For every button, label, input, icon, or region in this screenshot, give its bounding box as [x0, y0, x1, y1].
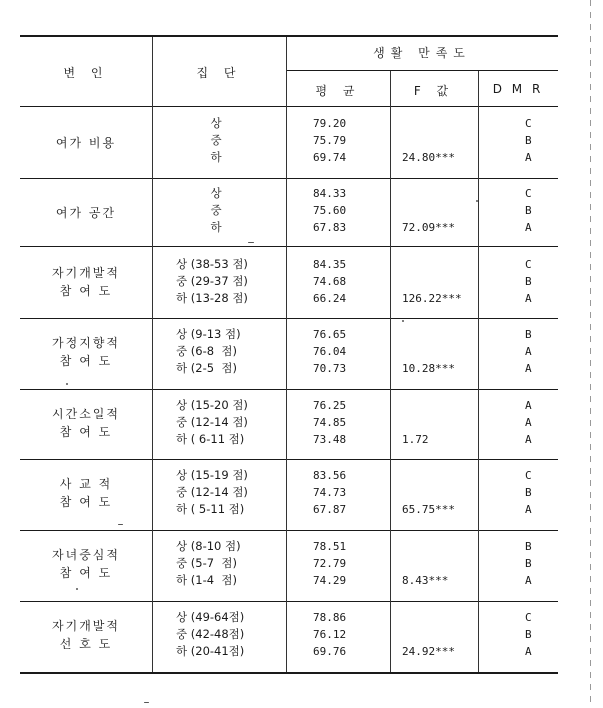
group-level: 상 (38-53 점)	[176, 257, 248, 271]
dmr-value: C	[525, 469, 532, 482]
dmr-value: A	[525, 416, 532, 429]
variable-label-line: 참 여 도	[59, 566, 113, 580]
variable-label-line: 사 교 적	[59, 477, 113, 491]
variable-label-line: 참 여 도	[59, 354, 113, 368]
dmr-value: A	[525, 645, 532, 658]
top-rule	[20, 35, 558, 37]
group-level: 상 (49-64점)	[176, 610, 245, 624]
header-f-value: F 값	[413, 84, 455, 98]
variable-label-line: 참 여 도	[59, 284, 113, 298]
group-levels	[206, 185, 226, 236]
mean-value: 67.83	[313, 221, 347, 234]
group-level: 중	[210, 203, 222, 217]
group-level: 하 (20-41점)	[176, 644, 245, 658]
group-level: 상	[210, 186, 222, 200]
dmr-value: C	[525, 187, 532, 200]
variable-label-line: 자기개발적	[52, 266, 120, 280]
header-mean: 평 균	[315, 84, 361, 98]
mean-value: 72.79	[313, 557, 347, 570]
header-dmr: D M R	[492, 82, 544, 96]
group-level: 상 (15-19 점)	[176, 468, 248, 482]
variable-label-line: 자기개발적	[52, 619, 120, 633]
mean-value: 73.48	[313, 433, 347, 446]
dmr-value: C	[525, 117, 532, 130]
mean-value: 67.87	[313, 503, 347, 516]
dmr-value: B	[525, 486, 532, 499]
f-value: 24.80***	[402, 151, 455, 164]
mean-value: 76.25	[313, 399, 347, 412]
header-variable: 변 인	[63, 66, 109, 80]
dmr-values	[525, 538, 545, 589]
group-levels	[176, 256, 286, 307]
header-group: 집 단	[196, 66, 242, 80]
mean-value: 76.65	[313, 328, 347, 341]
col-divider-dmr	[478, 71, 479, 672]
variable-label-line: 참 여 도	[59, 495, 113, 509]
dmr-value: A	[525, 503, 532, 516]
dmr-value: B	[525, 328, 532, 341]
f-value: 65.75***	[402, 503, 455, 516]
f-value: 10.28***	[402, 362, 455, 375]
col-divider-group	[152, 37, 153, 672]
mean-value: 70.73	[313, 362, 347, 375]
scan-speck	[248, 242, 254, 243]
group-levels	[176, 609, 286, 660]
group-levels	[176, 467, 286, 518]
variable-label	[20, 546, 152, 582]
variable-label-line: 가정지향적	[52, 336, 120, 350]
scan-speck	[144, 702, 149, 703]
group-level: 중	[210, 133, 222, 147]
group-level: 하	[210, 220, 222, 234]
mean-values	[313, 538, 383, 589]
variable-label-line: 여가 비용	[55, 136, 117, 150]
header-satisfaction: 생활 만족도	[373, 46, 471, 60]
dmr-value: B	[525, 204, 532, 217]
group-level: 상 (15-20 점)	[176, 398, 248, 412]
scan-speck	[118, 524, 123, 525]
dmr-value: A	[525, 345, 532, 358]
dmr-value: B	[525, 134, 532, 147]
mean-value: 84.35	[313, 258, 347, 271]
dmr-value: B	[525, 275, 532, 288]
group-level: 상 (9-13 점)	[176, 327, 241, 341]
variable-label	[20, 134, 152, 152]
variable-label	[20, 204, 152, 222]
scan-speck	[402, 320, 404, 322]
bottom-rule	[20, 672, 558, 674]
dmr-value: A	[525, 362, 532, 375]
mean-value: 69.76	[313, 645, 347, 658]
dmr-value: A	[525, 151, 532, 164]
dmr-value: A	[525, 292, 532, 305]
group-level: 하 ( 6-11 점)	[176, 432, 245, 446]
variable-label-line: 시간소일적	[52, 407, 120, 421]
group-levels	[176, 397, 286, 448]
dmr-values	[525, 115, 545, 166]
group-level: 중 (12-14 점)	[176, 415, 248, 429]
dmr-values	[525, 256, 545, 307]
dmr-value: A	[525, 433, 532, 446]
f-value: 8.43***	[402, 574, 449, 587]
group-level: 중 (6-8 점)	[176, 344, 237, 358]
variable-label-line: 선 호 도	[59, 637, 113, 651]
dmr-values	[525, 397, 545, 448]
dmr-value: A	[525, 574, 532, 587]
mean-value: 78.86	[313, 611, 347, 624]
variable-label	[20, 405, 152, 441]
f-value: 126.22***	[402, 292, 462, 305]
group-level: 하 (2-5 점)	[176, 361, 237, 375]
mean-values	[313, 609, 383, 660]
group-level: 중 (29-37 점)	[176, 274, 248, 288]
group-level: 중 (12-14 점)	[176, 485, 248, 499]
dmr-value: C	[525, 258, 532, 271]
variable-label	[20, 264, 152, 300]
mean-values	[313, 115, 383, 166]
group-level: 중 (42-48점)	[176, 627, 245, 641]
group-levels	[176, 326, 286, 377]
mean-value: 83.56	[313, 469, 347, 482]
mean-values	[313, 397, 383, 448]
f-value: 1.72	[402, 433, 429, 446]
mean-value: 78.51	[313, 540, 347, 553]
mean-value: 76.12	[313, 628, 347, 641]
group-level: 상 (8-10 점)	[176, 539, 241, 553]
dmr-value: C	[525, 611, 532, 624]
dmr-value: A	[525, 399, 532, 412]
dmr-value: B	[525, 628, 532, 641]
group-level: 중 (5-7 점)	[176, 556, 237, 570]
variable-label-line: 자녀중심적	[52, 548, 120, 562]
mean-value: 74.29	[313, 574, 347, 587]
scan-speck	[76, 588, 78, 590]
variable-label	[20, 475, 152, 511]
mean-value: 74.85	[313, 416, 347, 429]
col-divider-mean	[286, 37, 287, 672]
scan-speck	[476, 200, 478, 202]
variable-label-line: 여가 공간	[55, 206, 117, 220]
dmr-value: B	[525, 557, 532, 570]
mean-value: 75.79	[313, 134, 347, 147]
dmr-value: A	[525, 221, 532, 234]
group-level: 하 (1-4 점)	[176, 573, 237, 587]
group-levels	[176, 538, 286, 589]
mean-values	[313, 467, 383, 518]
subheader-rule	[286, 70, 558, 71]
mean-value: 74.68	[313, 275, 347, 288]
mean-value: 69.74	[313, 151, 347, 164]
scan-speck	[66, 383, 68, 385]
dmr-values	[525, 467, 545, 518]
mean-values	[313, 185, 383, 236]
dmr-values	[525, 609, 545, 660]
mean-values	[313, 256, 383, 307]
scan-margin-dashed-line	[590, 0, 591, 708]
group-levels	[206, 115, 226, 166]
dmr-value: B	[525, 540, 532, 553]
f-value: 72.09***	[402, 221, 455, 234]
mean-value: 84.33	[313, 187, 347, 200]
mean-values	[313, 326, 383, 377]
group-level: 상	[210, 116, 222, 130]
variable-label	[20, 334, 152, 370]
mean-value: 75.60	[313, 204, 347, 217]
col-divider-f	[390, 71, 391, 672]
group-level: 하 ( 5-11 점)	[176, 502, 245, 516]
mean-value: 74.73	[313, 486, 347, 499]
mean-value: 66.24	[313, 292, 347, 305]
variable-label-line: 참 여 도	[59, 425, 113, 439]
mean-value: 76.04	[313, 345, 347, 358]
f-value: 24.92***	[402, 645, 455, 658]
group-level: 하	[210, 150, 222, 164]
dmr-values	[525, 326, 545, 377]
dmr-values	[525, 185, 545, 236]
group-level: 하 (13-28 점)	[176, 291, 248, 305]
mean-value: 79.20	[313, 117, 347, 130]
variable-label	[20, 617, 152, 653]
